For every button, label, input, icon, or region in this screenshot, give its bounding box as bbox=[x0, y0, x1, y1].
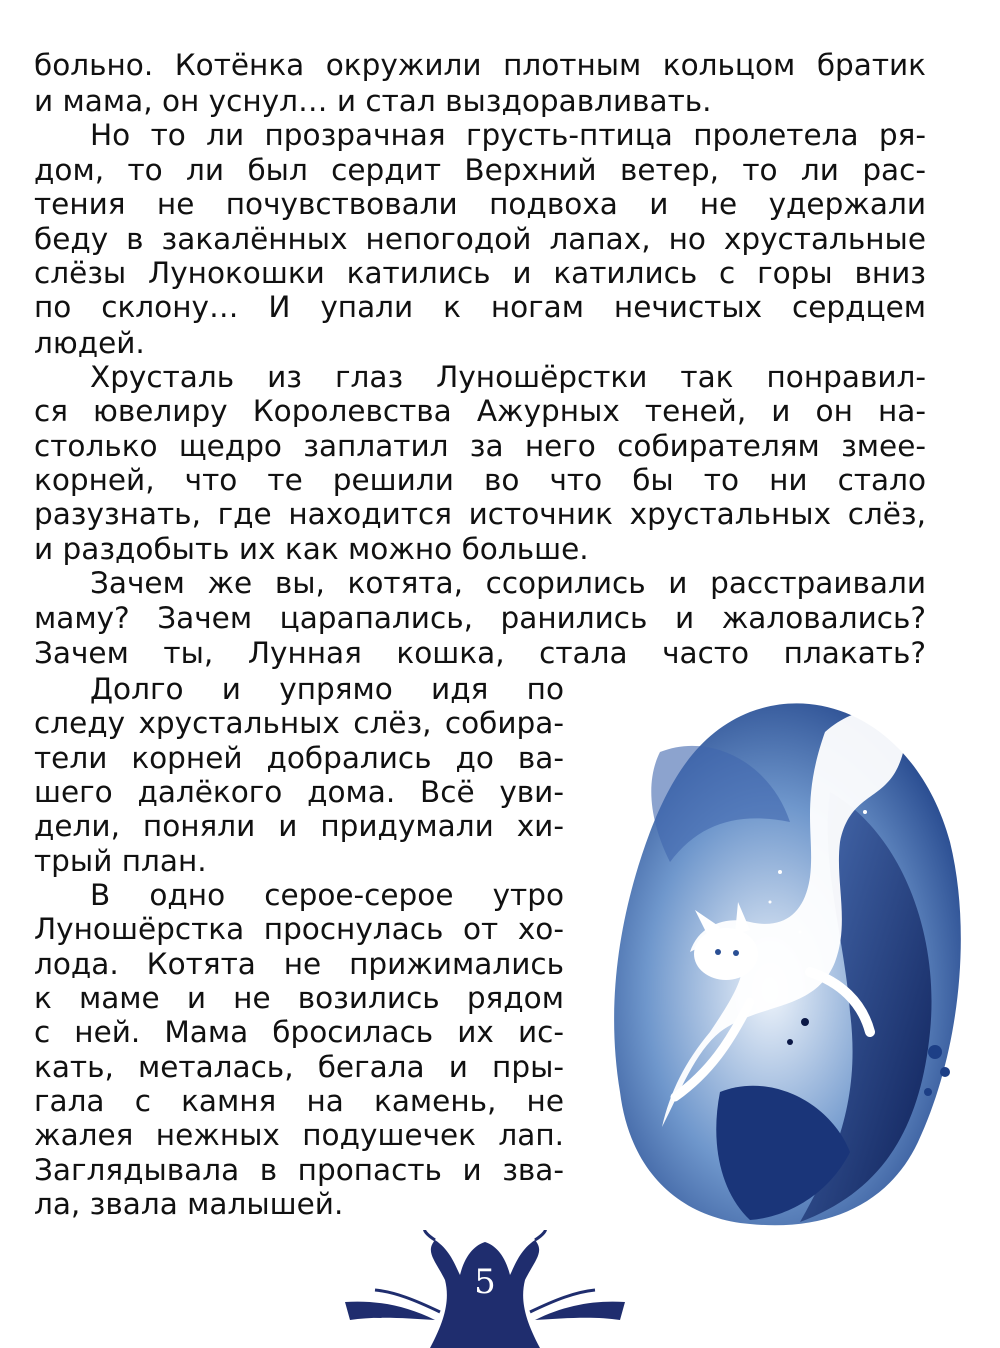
text-line: дели, поняли и придумали хи- bbox=[34, 809, 564, 843]
text-line: следу хрустальных слёз, собира- bbox=[34, 706, 564, 740]
text-line: жалея нежных подушечек лап. bbox=[34, 1118, 564, 1152]
text-line: и раздобыть их как можно больше. bbox=[34, 532, 589, 566]
text-line: ла, звала малышей. bbox=[34, 1187, 344, 1221]
text-line: тели корней добрались до ва- bbox=[34, 741, 564, 775]
text-line: Зачем ты, Лунная кошка, стала часто плакать? bbox=[34, 636, 926, 670]
text-line: В одно серое-серое утро bbox=[90, 878, 564, 912]
text-line: Луношёрстка проснулась от хо- bbox=[34, 912, 564, 946]
text-line: людей. bbox=[34, 326, 145, 360]
text-line: шего далёкого дома. Всё уви- bbox=[34, 775, 564, 809]
text-line: больно. Котёнка окружили плотным кольцом братик bbox=[34, 48, 926, 82]
text-line: лода. Котята не прижимались bbox=[34, 947, 564, 981]
text-line: корней, что те решили во что бы то ни стало bbox=[34, 463, 926, 497]
text-line: Долго и упрямо идя по bbox=[90, 672, 564, 706]
text-line: Хрусталь из глаз Луношёрстки так понравил- bbox=[90, 360, 926, 394]
text-line: разузнать, где находится источник хрустальных слёз, bbox=[34, 497, 926, 531]
text-line: тения не почувствовали подвоха и не удержали bbox=[34, 187, 926, 221]
text-line: столько щедро заплатил за него собирателям змее- bbox=[34, 429, 926, 463]
text-line: гала с камня на камень, не bbox=[34, 1084, 564, 1118]
text-line: дом, то ли был сердит Верхний ветер, то ли рас- bbox=[34, 153, 926, 187]
text-line: кать, металась, бегала и пры- bbox=[34, 1050, 564, 1084]
text-line: Но то ли прозрачная грусть-птица пролетела ря- bbox=[90, 118, 926, 152]
text-line: Зачем же вы, котята, ссорились и расстраивали bbox=[90, 566, 926, 600]
white-cat-on-blue-cliff-illustration bbox=[600, 672, 970, 1232]
text-line: с ней. Мама бросилась их ис- bbox=[34, 1015, 564, 1049]
text-line: ся ювелиру Королевства Ажурных теней, и он на- bbox=[34, 394, 926, 428]
text-line: маму? Зачем царапались, ранились и жаловались? bbox=[34, 601, 926, 635]
text-line: и мама, он уснул… и стал выздоравливать. bbox=[34, 84, 712, 118]
text-line: по склону… И упали к ногам нечистых сердцем bbox=[34, 290, 926, 324]
text-line: Заглядывала в пропасть и зва- bbox=[34, 1153, 564, 1187]
text-line: беду в закалённых непогодой лапах, но хрустальные bbox=[34, 222, 926, 256]
text-line: слёзы Лунокошки катились и катились с горы вниз bbox=[34, 256, 926, 290]
text-line: к маме и не возились рядом bbox=[34, 981, 564, 1015]
page-number: 5 bbox=[474, 1262, 496, 1302]
text-line: трый план. bbox=[34, 844, 207, 878]
